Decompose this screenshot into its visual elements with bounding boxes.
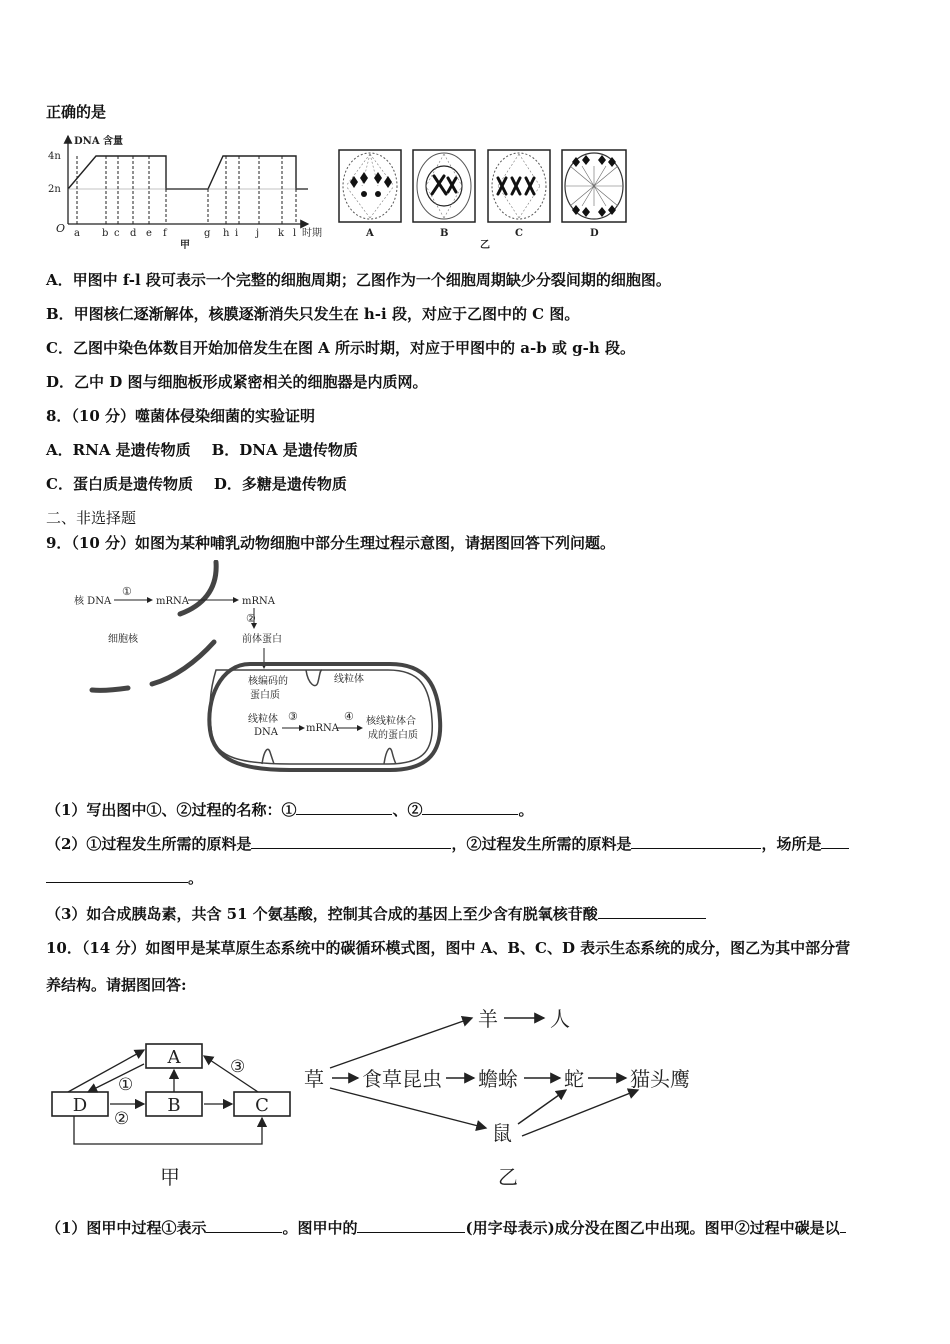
mito-dna-label-1: 线粒体 — [248, 714, 278, 725]
nucleus-label: 细胞核 — [108, 634, 138, 645]
q9-part2-text-a: （2）①过程发生所需的原料是 — [46, 835, 252, 853]
mrna-label-2: mRNA — [242, 596, 275, 607]
q9-answer-blank-5a[interactable] — [821, 834, 849, 849]
q7-option-b: B．甲图核仁逐渐解体，核膜逐渐消失只发生在 h-i 段，对应于乙图中的 C 图。 — [46, 305, 580, 323]
step-2-label: ② — [246, 612, 256, 625]
mrna-label-3: mRNA — [306, 723, 339, 734]
q9-figure — [70, 560, 490, 778]
node-human: 人 — [550, 1007, 570, 1031]
x-tick-a: a — [74, 228, 80, 239]
dna-content-graph — [48, 134, 322, 251]
x-tick-k: k — [278, 228, 285, 239]
cell-image-a — [339, 150, 401, 239]
q9-answer-blank-4[interactable] — [631, 834, 761, 849]
nuclear-envelope — [92, 562, 216, 690]
q9-answer-blank-5b[interactable] — [46, 868, 188, 883]
y-tick-4n: 4n — [48, 151, 61, 162]
q8-options-row2: C．蛋白质是遗传物质 D．多糖是遗传物质 — [46, 475, 347, 493]
cell-label-d: D — [590, 228, 599, 239]
cell-image-b — [413, 150, 475, 239]
node-herbivorous-insect: 食草昆虫 — [362, 1067, 442, 1091]
precursor-protein-label: 前体蛋白 — [242, 634, 282, 645]
graph-caption: 甲 — [180, 240, 190, 251]
step-2-circle: ② — [114, 1109, 130, 1129]
node-owl: 猫头鹰 — [630, 1067, 690, 1091]
q10-part1 — [46, 1218, 846, 1238]
x-tick-i: i — [235, 228, 239, 239]
q9-part1 — [46, 800, 533, 820]
q9-part1-text-a: （1）写出图中①、②过程的名称：① — [46, 801, 297, 819]
x-tick-b: b — [102, 228, 109, 239]
x-tick-h: h — [223, 228, 230, 239]
q7-figure — [46, 132, 646, 252]
food-web-diagram — [300, 1002, 720, 1192]
step-4-label: ④ — [344, 710, 354, 723]
q10-part1-text-c: (用字母表示)成分没在图乙中出现。图甲②过程中碳是以 — [465, 1219, 840, 1237]
q10-stem-line2: 养结构。请据图回答: — [46, 976, 187, 994]
q9-answer-blank-3[interactable] — [251, 834, 451, 849]
q7-option-d: D．乙中 D 图与细胞板形成紧密相关的细胞器是内质网。 — [46, 373, 428, 391]
q9-answer-blank-1[interactable] — [296, 800, 392, 815]
q10-answer-blank-2[interactable] — [357, 1218, 465, 1233]
q9-part2-cont — [46, 868, 203, 888]
box-c-label: C — [255, 1095, 269, 1116]
x-axis-label: 时期 — [302, 228, 322, 239]
step-1-circle: ① — [118, 1075, 134, 1095]
node-mouse: 鼠 — [492, 1121, 512, 1145]
q9-part2-text-c: ，场所是 — [761, 835, 822, 853]
q8-stem: 8．（10 分）噬菌体侵染细菌的实验证明 — [46, 407, 316, 425]
origin-label: O — [56, 222, 66, 235]
step-3-circle: ③ — [230, 1057, 246, 1077]
x-tick-e: e — [146, 228, 152, 239]
mrna-label-1: mRNA — [156, 596, 189, 607]
q9-part1-text-c: 。 — [518, 801, 534, 819]
y-axis-label: DNA 含量 — [74, 136, 124, 147]
x-tick-j: j — [256, 228, 260, 239]
q10-stem-line1: 10．（14 分）如图甲是某草原生态系统中的碳循环模式图，图中 A、B、C、D 表示生态系统的成分，图乙为其中部分营 — [46, 939, 851, 957]
cell-image-d — [562, 150, 626, 239]
step-3-label: ③ — [288, 710, 298, 723]
node-sheep: 羊 — [478, 1007, 498, 1031]
q9-stem: 9．（10 分）如图为某种哺乳动物细胞中部分生理过程示意图，请据图回答下列问题。 — [46, 534, 616, 552]
cell-label-a: A — [366, 228, 374, 239]
x-tick-c: c — [114, 228, 120, 239]
q9-part1-text-b: 、② — [392, 801, 423, 819]
carbon-cycle-diagram — [46, 1038, 296, 1190]
x-tick-f: f — [163, 228, 167, 239]
q9-part3 — [46, 904, 706, 924]
combined-protein-label-2: 成的蛋白质 — [368, 730, 418, 741]
q9-answer-blank-2[interactable] — [422, 800, 518, 815]
x-tick-d: d — [130, 228, 137, 239]
q7-option-c: C．乙图中染色体数目开始加倍发生在图 A 所示时期，对应于甲图中的 a-b 或 g-h 段。 — [46, 339, 635, 357]
q9-answer-blank-6[interactable] — [598, 904, 706, 919]
dna-curve — [68, 156, 308, 189]
box-a-label: A — [167, 1047, 181, 1068]
mitochondrion-label: 线粒体 — [334, 674, 364, 685]
q10-part1-text-a: （1）图甲中过程①表示 — [46, 1219, 207, 1237]
x-tick-l: l — [293, 228, 297, 239]
node-grass: 草 — [304, 1067, 324, 1091]
q10-part1-text-b: 。图甲中的 — [282, 1219, 358, 1237]
step-1-label: ① — [122, 585, 132, 598]
lead-text: 正确的是 — [46, 103, 107, 121]
q9-part2-end: 。 — [188, 869, 204, 887]
q9-part3-text: （3）如合成胰岛素，共含 51 个氨基酸，控制其合成的基因上至少含有脱氧核苷酸 — [46, 905, 598, 923]
box-d-label: D — [72, 1095, 88, 1116]
q9-part2-text-b: ，②过程发生所需的原料是 — [451, 835, 632, 853]
cell-image-c — [488, 150, 550, 239]
q8-options-row1: A．RNA 是遗传物质 B．DNA 是遗传物质 — [46, 441, 358, 459]
nuclear-coded-protein-label-2: 蛋白质 — [250, 690, 280, 701]
mito-dna-label-2: DNA — [254, 727, 278, 738]
node-snake: 蛇 — [564, 1067, 584, 1091]
x-tick-g: g — [204, 228, 211, 239]
q9-part2 — [46, 834, 849, 854]
diagram-yi-caption: 乙 — [498, 1165, 518, 1189]
q10-answer-blank-3[interactable] — [840, 1218, 846, 1233]
q10-answer-blank-1[interactable] — [206, 1218, 282, 1233]
section-heading: 二、非选择题 — [46, 509, 137, 527]
cell-label-c: C — [515, 228, 523, 239]
nuclear-coded-protein-label-1: 核编码的 — [248, 676, 288, 687]
box-b-label: B — [167, 1095, 181, 1116]
node-toad: 蟾蜍 — [478, 1067, 518, 1091]
diagram-jia-caption: 甲 — [160, 1165, 180, 1189]
nuc-dna-label: 核 DNA — [74, 596, 112, 607]
y-tick-2n: 2n — [48, 184, 61, 195]
q7-option-a: A．甲图中 f-l 段可表示一个完整的细胞周期；乙图作为一个细胞周期缺少分裂间期的细胞图。 — [46, 271, 671, 289]
cells-caption: 乙 — [480, 240, 490, 251]
cell-label-b: B — [440, 228, 449, 239]
combined-protein-label-1: 核线粒体合 — [366, 716, 416, 727]
